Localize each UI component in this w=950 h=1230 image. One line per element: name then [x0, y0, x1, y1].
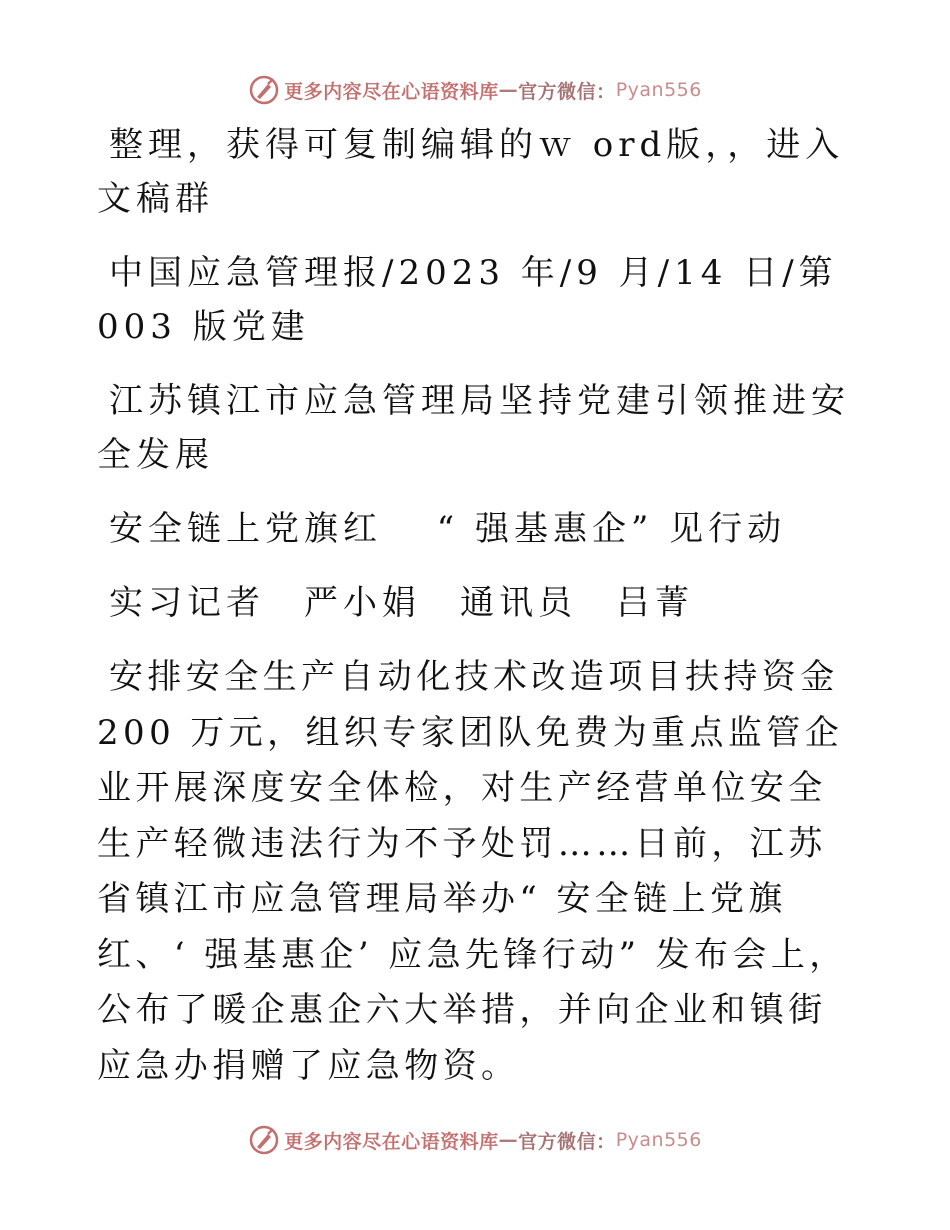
banner-lead-text: 更多内容尽在心语资料库 [284, 1130, 499, 1153]
article-paragraph: 安排安全生产自动化技术改造项目扶持资金 200 万元，组织专家团队免费为重点监管企业开展深度安全体检，对生产经营单位安全生产轻微违法行为不予处罚……日前，江苏省镇江市应急管理局举办“ 安全链上党旗红、‘ 强基惠企’ 应急先锋行动” 发布会上，公布了暖企惠企六大举措，并向企业和镇街应急办捐赠了应急物资。 [97, 657, 848, 1086]
source-line: 中国应急管理报/2023 年/9 月/14 日/第 003 版党建 [97, 253, 838, 347]
banner-wechat-id: Pyan556 [615, 1129, 702, 1151]
banner-wechat-id: Pyan556 [615, 79, 702, 101]
banner-lead-text: 更多内容尽在心语资料库 [284, 80, 499, 103]
banner-wechat-label: 官方微信： [518, 1130, 616, 1153]
banner-dash: — [498, 1129, 519, 1151]
header-watermark [0, 70, 950, 110]
intro-paragraph: 整理，获得可复制编辑的ｗ ord版，，进入文稿群 [97, 125, 845, 219]
headline: 江苏镇江市应急管理局坚持党建引领推进安全发展 [97, 381, 850, 475]
document-body [97, 118, 857, 1094]
banner-dash: — [498, 79, 519, 101]
pen-logo-icon [248, 74, 280, 106]
subheadline: 安全链上党旗红 “ 强基惠企” 见行动 [109, 509, 787, 549]
byline: 实习记者 严小娟 通讯员 吕菁 [109, 583, 694, 623]
footer-watermark [0, 1120, 950, 1160]
banner-wechat-label: 官方微信： [518, 80, 616, 103]
pen-logo-icon [248, 1124, 280, 1156]
